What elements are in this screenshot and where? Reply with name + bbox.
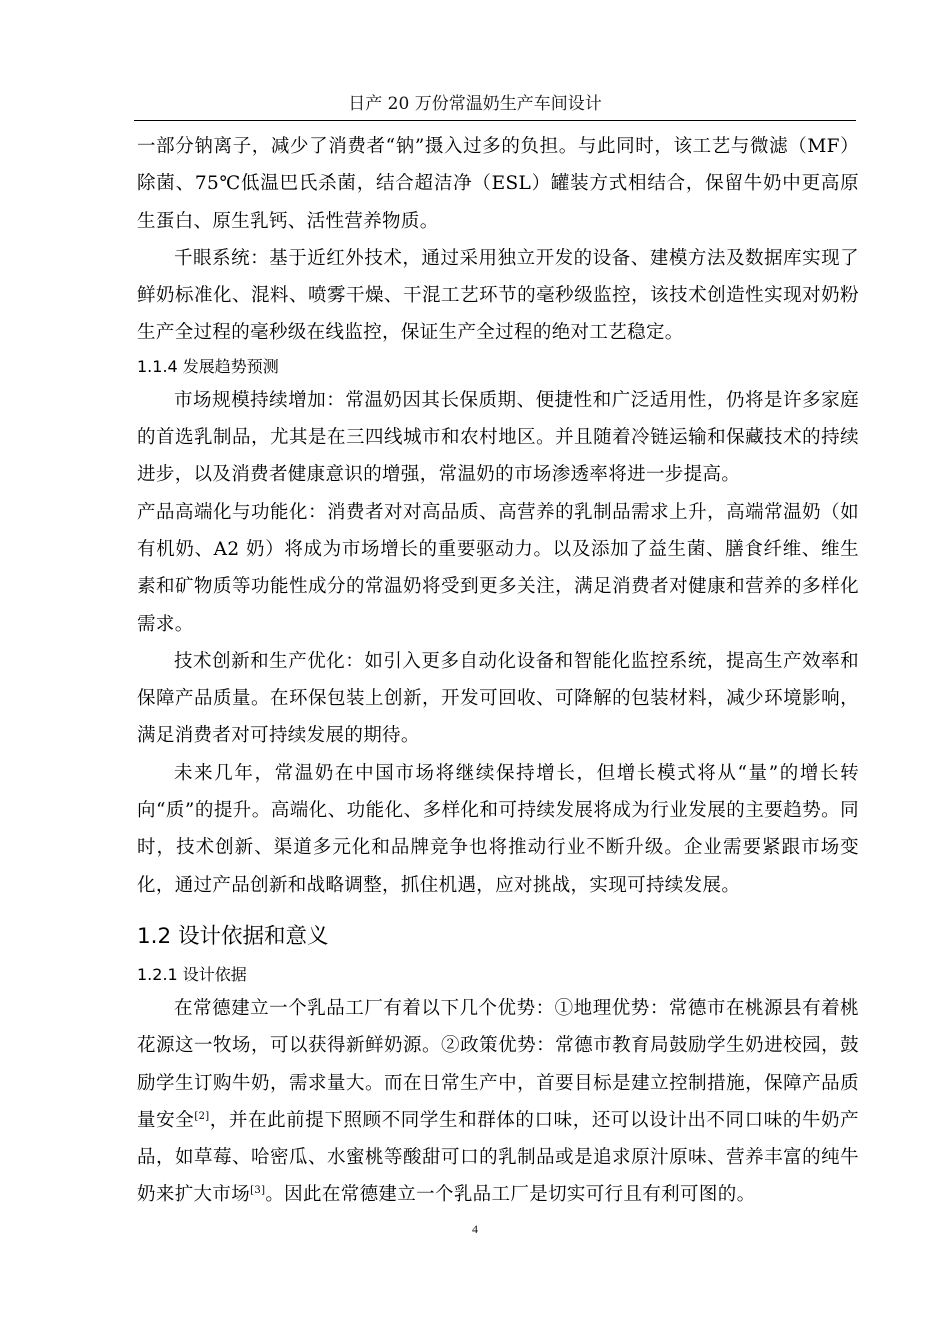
heading-1-2: 1.2 设计依据和意义 xyxy=(137,923,329,949)
paragraph-continued: 一部分钠离子，减少了消费者“钠”摄入过多的负担。与此同时，该工艺与微滤（MF）除菌、75℃低温巴氏杀菌，结合超洁净（ESL）罐装方式相结合，保留牛奶中更高原生蛋白、原生乳钙、活性营养物质。 xyxy=(137,136,859,232)
paragraph-qianyan-system: 千眼系统：基于近红外技术，通过采用独立开发的设备、建模方法及数据库实现了鲜奶标准化、混料、喷雾干燥、干混工艺环节的毫秒级监控，该技术创造性实现对奶粉生产全过程的毫秒级在线监控，保证生产全过程的绝对工艺稳定。 xyxy=(137,247,859,344)
paragraph-tech-innovation: 技术创新和生产优化：如引入更多自动化设备和智能化监控系统，提高生产效率和保障产品质量。在环保包装上创新，开发可回收、可降解的包装材料，减少环境影响，满足消费者对可持续发展的期待。 xyxy=(137,650,859,747)
citation-ref: [3] xyxy=(250,1185,266,1197)
paragraph-future-outlook: 未来几年，常温奶在中国市场将继续保持增长，但增长模式将从“量”的增长转向“质”的提升。高端化、功能化、多样化和可持续发展将成为行业发展的主要趋势。同时，技术创新、渠道多元化和品牌竞争也将推动行业不断升级。企业需要紧跟市场变化，通过产品创新和战略调整，抓住机遇，应对挑战，实现可持续发展。 xyxy=(137,762,859,896)
paragraph-design-basis xyxy=(137,990,859,1214)
heading-1-2-1: 1.2.1 设计依据 xyxy=(137,964,247,984)
page-number: 4 xyxy=(472,1222,478,1236)
header-rule xyxy=(134,120,856,121)
paragraph-text: 。因此在常德建立一个乳品工厂是切实可行且有利可图的。 xyxy=(265,1184,756,1206)
paragraph-premium-functional: 产品高端化与功能化：消费者对对高品质、高营养的乳制品需求上升，高端常温奶（如有机奶、A2 奶）将成为市场增长的重要驱动力。以及添加了益生菌、膳食纤维、维生素和矿物质等功能性成分的常温奶将受到更多关注，满足消费者对健康和营养的多样化需求。 xyxy=(137,501,859,635)
paragraph-text: ，并在此前提下照顾不同学生和群体的口味，还可以设计出不同口味的牛奶产品，如草莓、哈密瓜、水蜜桃等酸甜可口的乳制品或是追求原汁原味、营养丰富的纯牛奶来扩大市场 xyxy=(137,1109,859,1206)
paragraph-market-scale: 市场规模持续增加：常温奶因其长保质期、便捷性和广泛适用性，仍将是许多家庭的首选乳制品，尤其是在三四线城市和农村地区。并且随着冷链运输和保藏技术的持续进步，以及消费者健康意识的增强，常温奶的市场渗透率将进一步提高。 xyxy=(137,389,859,486)
citation-ref: [2] xyxy=(194,1110,210,1122)
heading-1-1-4: 1.1.4 发展趋势预测 xyxy=(137,356,279,376)
page-body xyxy=(137,128,859,1214)
running-header: 日产 20 万份常温奶生产车间设计 xyxy=(348,94,602,114)
paragraph-text: 在常德建立一个乳品工厂有着以下几个优势：①地理优势：常德市在桃源县有着桃花源这一牧场，可以获得新鲜奶源。②政策优势：常德市教育局鼓励学生奶进校园，鼓励学生订购牛奶，需求量大。而在日常生产中，首要目标是建立控制措施，保障产品质量安全 xyxy=(137,997,859,1131)
